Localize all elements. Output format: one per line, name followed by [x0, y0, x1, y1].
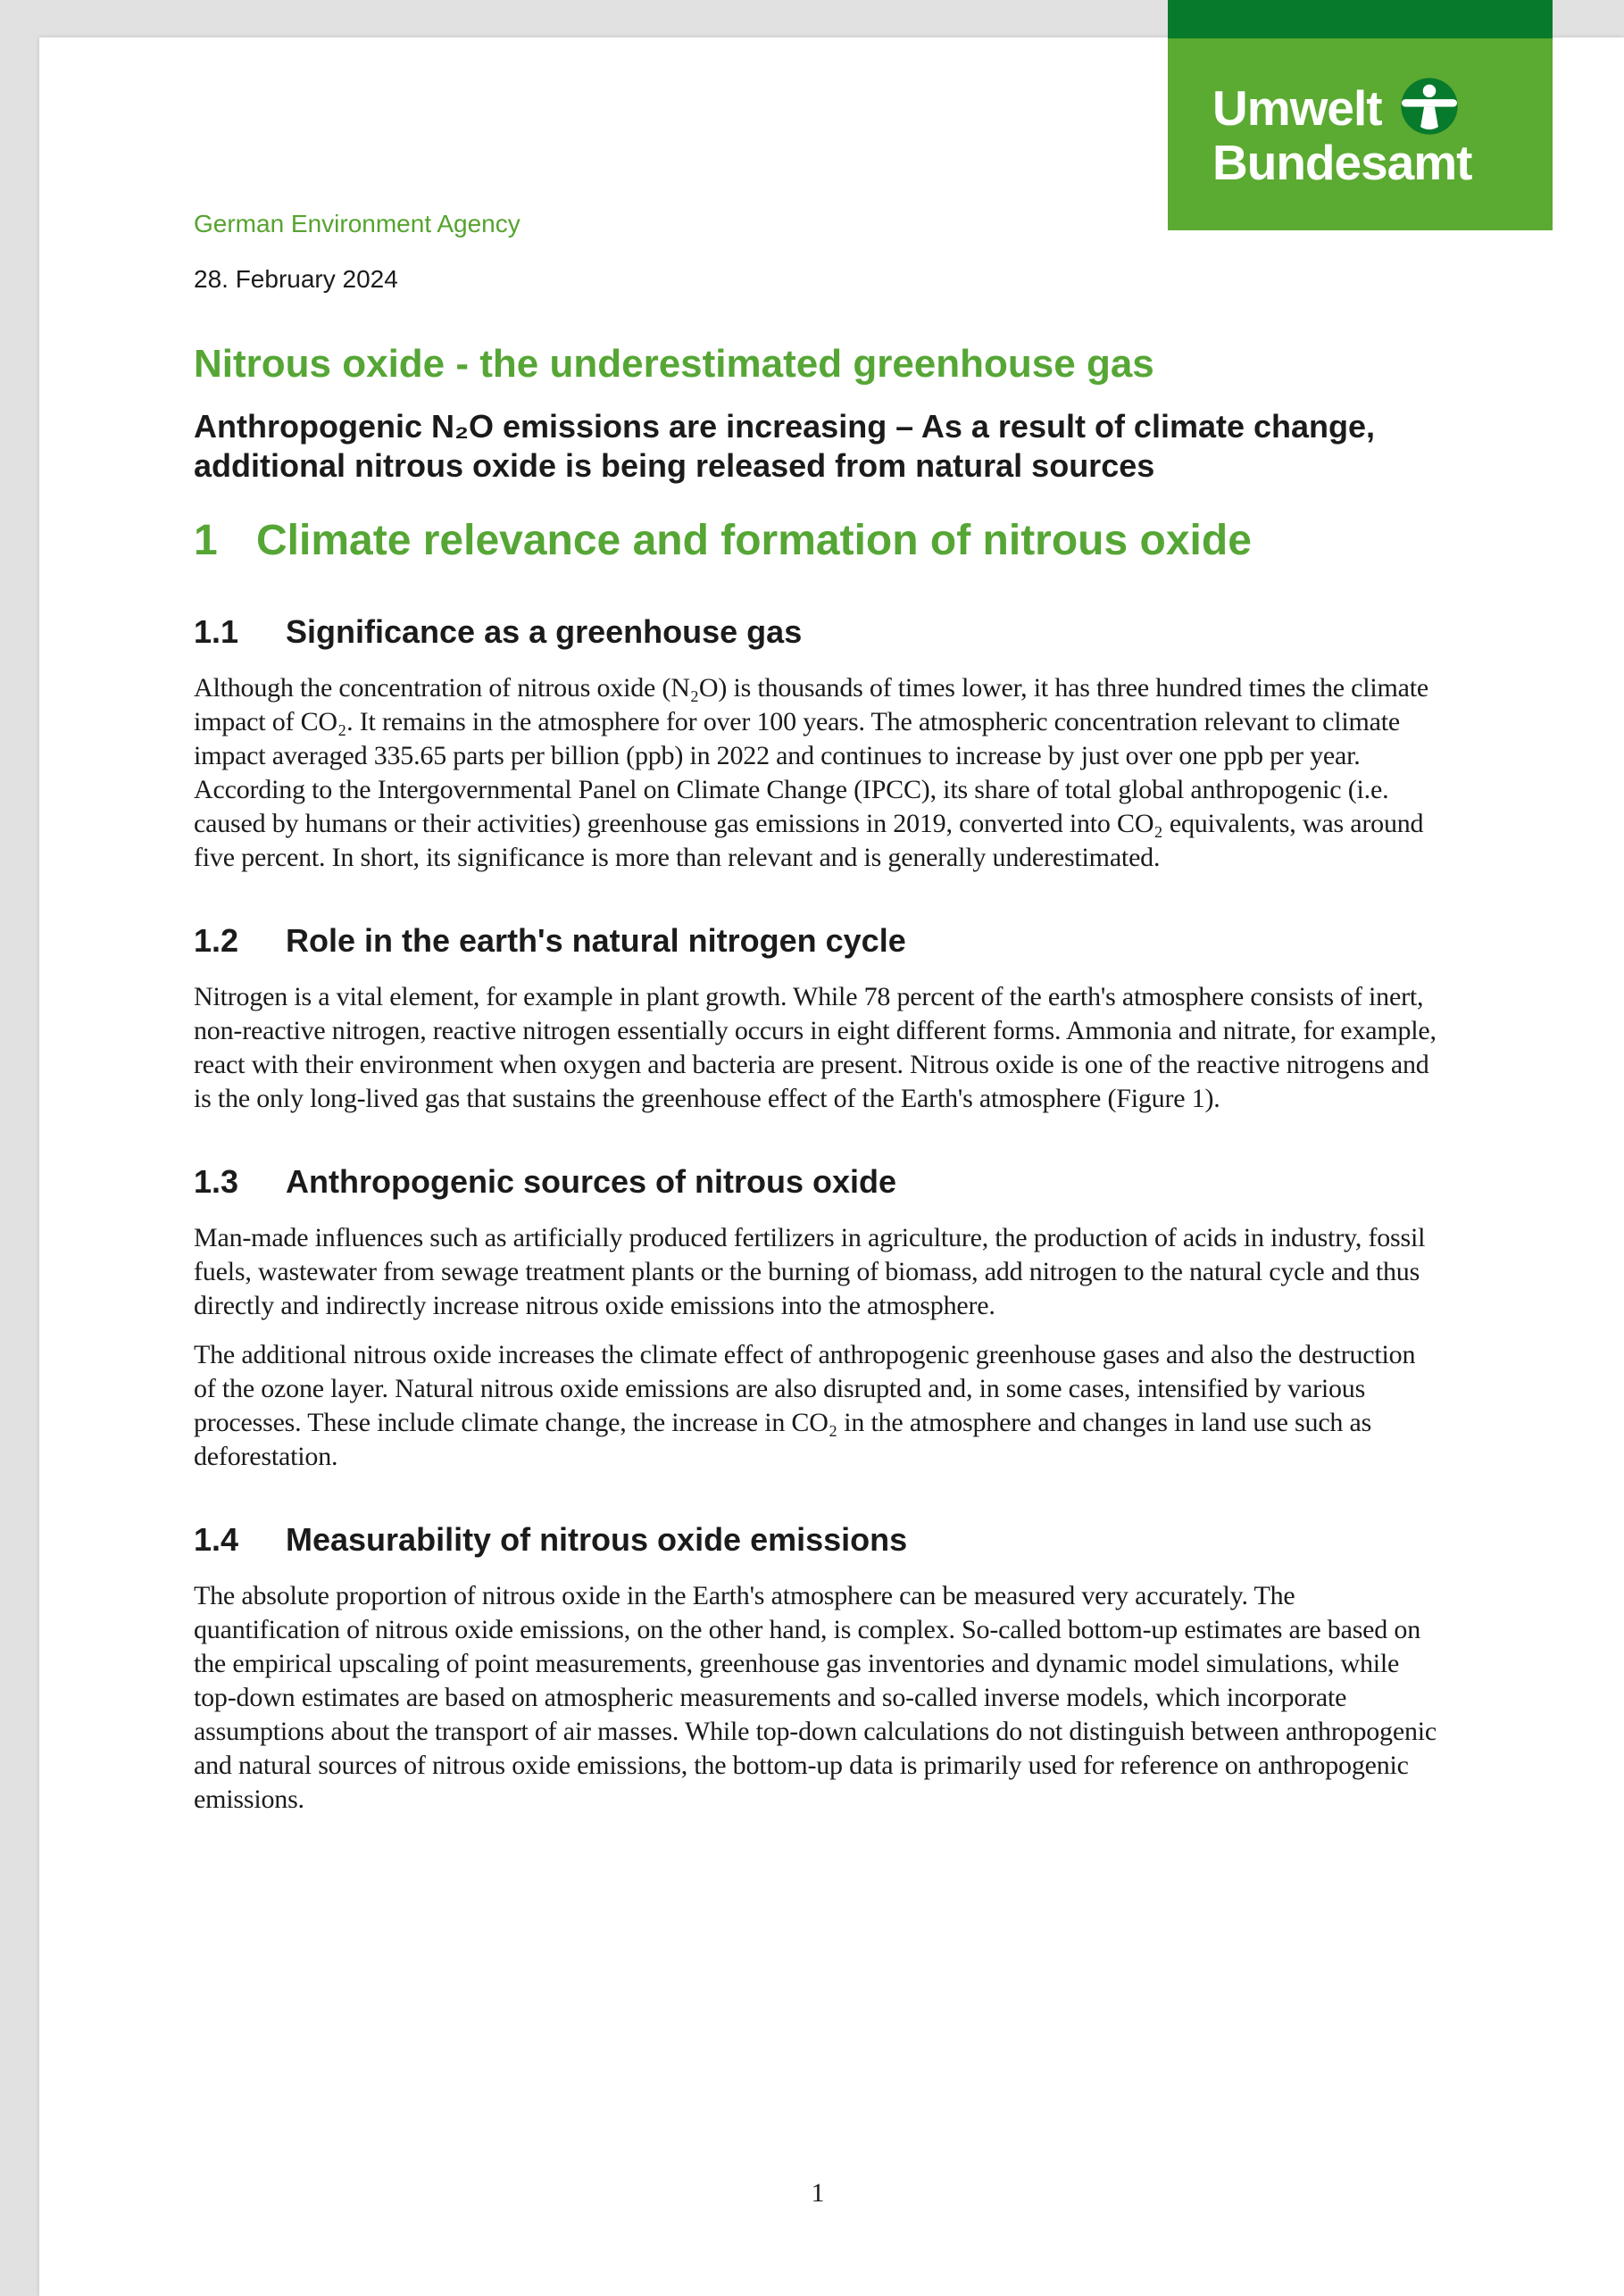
paragraph: The absolute proportion of nitrous oxide in the Earth's atmosphere can be measured very accurately. The quantification of nitrous oxide emissions, on the other hand, is complex. So-called bottom-up estimates are based on the empirical upscaling of point measurements, greenhouse gas inventories and dynamic model simulations, while top-down estimates are based on atmospheric measurements and so-called inverse models, which incorporate assumptions about the transport of air masses. While top-down calculations do not distinguish between anthropogenic and natural sources of nitrous oxide emissions, the bottom-up data is primarily used for reference on anthropogenic emissions.	[194, 1581, 1437, 1814]
paragraph: Man-made influences such as artificially produced fertilizers in agriculture, the production of acids in industry, fossil fuels, wastewater from sewage treatment plants or the burning of biomass, add nitrogen to the natural cycle and thus directly and indirectly increase nitrous oxide emissions into the atmosphere.	[194, 1223, 1426, 1320]
chapter-heading	[194, 516, 1442, 566]
logo-body	[1168, 38, 1553, 230]
section-title: Role in the earth's natural nitrogen cycle	[286, 922, 906, 959]
document-page	[39, 37, 1624, 2296]
section-number: 1.2	[194, 922, 239, 959]
document-title: Nitrous oxide - the underestimated greenhouse gas	[194, 342, 1154, 386]
document-content	[194, 37, 1442, 1832]
section-number: 1.4	[194, 1521, 239, 1558]
section-1-4	[194, 1520, 1442, 1817]
section-heading	[194, 1162, 1442, 1202]
chapter-number: 1	[194, 517, 218, 564]
page-number: 1	[811, 2178, 825, 2208]
logo-dark-cap	[1168, 0, 1553, 38]
umweltbundesamt-logo	[1168, 0, 1553, 230]
paragraph: The additional nitrous oxide increases the climate effect of anthropogenic greenhouse gases and also the destruction of the ozone layer. Natural nitrous oxide emissions are also disrupted and, in some cases, intensified by various processes. These include climate change, the increase in CO₂ in the atmosphere and changes in land use such as deforestation.	[194, 1340, 1416, 1471]
section-1-1	[194, 612, 1442, 875]
section-heading	[194, 1520, 1442, 1560]
agency-name: German Environment Agency	[194, 210, 521, 237]
section-1-3	[194, 1162, 1442, 1474]
logo-line-1	[1212, 80, 1553, 136]
logo-word-bundesamt: Bundesamt	[1212, 135, 1472, 190]
publication-date: 28. February 2024	[194, 265, 398, 293]
logo-word-umwelt: Umwelt	[1212, 80, 1382, 136]
section-title: Measurability of nitrous oxide emissions	[286, 1521, 908, 1558]
person-in-circle-icon	[1400, 77, 1459, 136]
section-heading	[194, 921, 1442, 961]
section-1-2	[194, 921, 1442, 1116]
section-title: Significance as a greenhouse gas	[286, 613, 803, 650]
section-number: 1.1	[194, 613, 239, 650]
section-heading	[194, 612, 1442, 652]
paragraph: Nitrogen is a vital element, for example in plant growth. While 78 percent of the earth's atmosphere consists of inert, non-reactive nitrogen, reactive nitrogen essentially occurs in eight different forms. Ammonia and nitrate, for example, react with their environment when oxygen and bacteria are present. Nitrous oxide is one of the reactive nitrogens and is the only long-lived gas that sustains the greenhouse effect of the Earth's atmosphere (Figure 1).	[194, 982, 1437, 1113]
section-number: 1.3	[194, 1163, 239, 1200]
document-subtitle: Anthropogenic N₂O emissions are increasing – As a result of climate change, additional nitrous oxide is being released from natural sources	[194, 408, 1376, 484]
logo-line-2	[1212, 136, 1553, 189]
section-title: Anthropogenic sources of nitrous oxide	[286, 1163, 897, 1200]
chapter-title: Climate relevance and formation of nitrous oxide	[256, 517, 1252, 564]
paragraph: Although the concentration of nitrous oxide (N₂O) is thousands of times lower, it has three hundred times the climate impact of CO₂. It remains in the atmosphere for over 100 years. The atmospheric concentration relevant to climate impact averaged 335.65 parts per billion (ppb) in 2022 and continues to increase by just over one ppb per year. According to the Intergovernmental Panel on Climate Change (IPCC), its share of total global anthropogenic (i.e. caused by humans or their activities) greenhouse gas emissions in 2019, converted into CO₂ equivalents, was around five percent. In short, its significance is more than relevant and is generally underestimated.	[194, 673, 1429, 872]
